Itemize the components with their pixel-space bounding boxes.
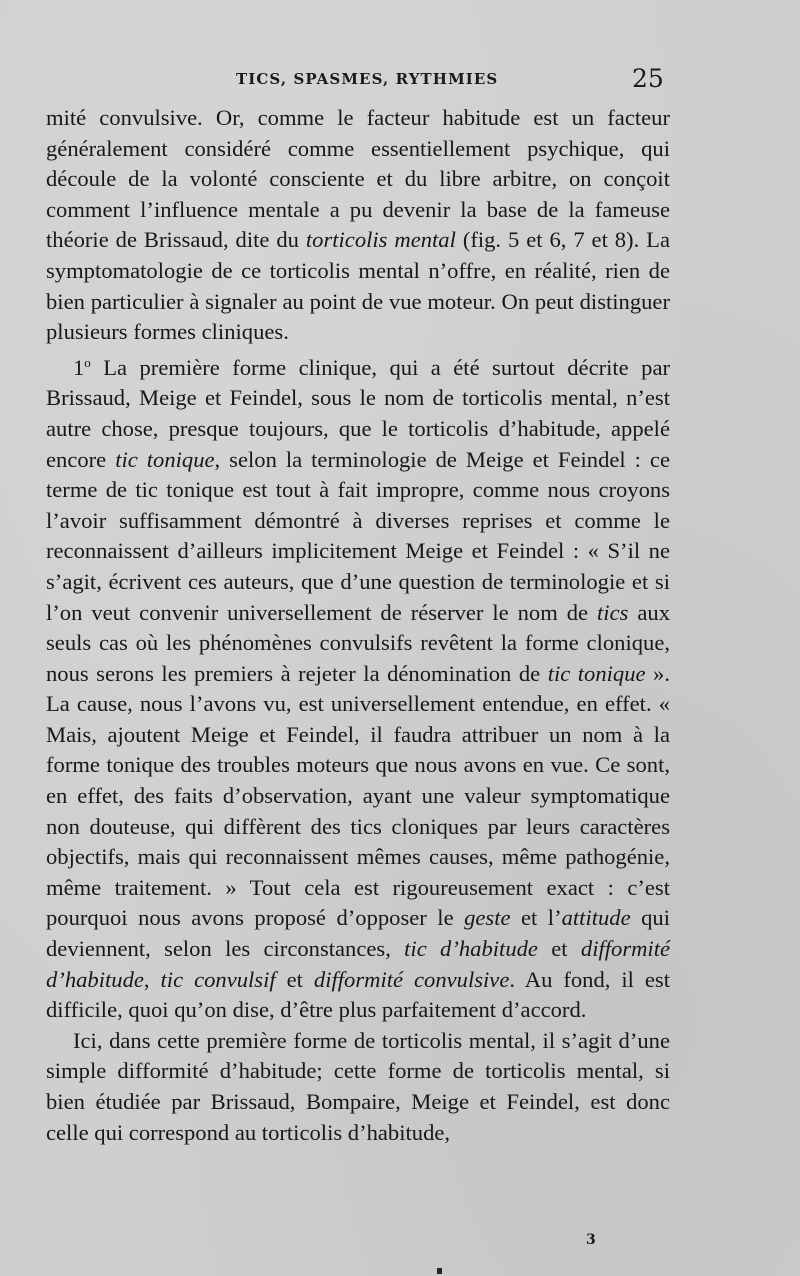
paragraph-2-italic-geste: geste [464,905,511,931]
signature-mark: 3 [586,1232,596,1248]
paragraph-2-italic-tic-habitude: tic d’habitude [404,936,538,962]
paragraph-2-segment-17: et [275,966,314,992]
bottom-edge-mark [437,1268,442,1274]
paragraph-2-segment-7: ». La cause, nous l’avons vu, est universellement entendue, en effet. « Mais, ajoutent Meige et Feindel, il faudra attribuer un nom à la forme tonique des troubles moteurs que nous avons en vue. Ce sont, en effet, des faits d’observation, ayant une valeur symptomatique non douteuse, qui diffèrent des tics cloniques par leurs caractères objectifs, mais qui reconnaissent mêmes causes, même pathogénie, même traitement. » Tout cela est rigoureusement exact : c’est pourquoi nous avons proposé d’opposer le [46,660,670,931]
paragraph-2-segment-11: qui deviennent, selon les circonstances, [46,905,670,962]
paragraph-2-italic-tics: tics [597,599,629,625]
paragraph-2 [46,348,670,1026]
paragraph-3-segment-1: Ici, dans cette première forme de torticolis mental, il s’agit d’une simple difformité d’habitude; cette forme de torticolis mental, si bien étudiée par Brissaud, Bompaire, Meige et Feindel, est donc celle qui correspond au torticolis d’habitude, [46,1027,670,1145]
paragraph-2-number: 1 [73,354,85,380]
page-number: 25 [632,64,664,93]
body-text [46,103,670,1148]
paragraph-1-segment-1: mité convulsive. Or, comme le facteur habitude est un facteur généralement considéré comme essentiellement psychique, qui découle de la volonté consciente et du libre arbitre, on conçoit comment l’influence mentale a pu devenir la base de la fameuse théorie de Brissaud, dite du [46,105,670,253]
paragraph-1-italic-torticolis-mental: torticolis mental [305,227,456,253]
paragraph-2-italic-tic-tonique-2: tic tonique [547,660,646,686]
paragraph-1 [46,103,670,348]
paragraph-3 [46,1026,670,1148]
paragraph-2-ordinal-mark: o [84,354,91,370]
paragraph-1-segment-3: (fig. 5 et 6, 7 et 8). La symptomatologie de ce torticolis mental n’offre, en réalité, rien de bien particulier à signaler au point de vue moteur. On peut distinguer plusieurs formes cliniques. [46,227,670,345]
running-head-title: TICS, SPASMES, RYTHMIES [236,70,499,88]
paragraph-2-italic-tic-convulsif: tic convulsif [160,966,276,992]
paragraph-2-segment-5: aux seuls cas où les phénomènes convulsifs revêtent la forme clonique, nous serons les premiers à rejeter la dénomination de [46,599,670,686]
paragraph-2-italic-difformite-habitude: difformité d’habitude [46,936,671,992]
paragraph-2-segment-1: La première forme clinique, qui a été surtout décrite par Brissaud, Meige et Feindel, sous le nom de torticolis mental, n’est autre chose, presque toujours, que le torticolis d’habitude, appelé encore [46,354,670,472]
paragraph-2-italic-difformite-convulsive: difformité convulsive [313,966,510,992]
paragraph-2-segment-3: , selon la terminologie de Meige et Feindel : ce terme de tic tonique est tout à fait impropre, comme nous croyons l’avoir suffisamment démontré à diverses reprises et comme le reconnaissent d’ailleurs implicitement Meige et Feindel : « S’il ne s’agit, écrivent ces auteurs, que d’une question de terminologie et si l’on veut convenir universellement de réserver le nom de [46,446,670,625]
paragraph-2-italic-tic-tonique-1: tic tonique [115,446,215,472]
paragraph-2-segment-9: et l’ [510,905,562,931]
paragraph-2-italic-attitude: attitude [561,905,631,931]
paragraph-2-segment-13: et [537,936,581,962]
paragraph-2-segment-15: , [143,966,161,992]
running-head [0,62,800,102]
paragraph-2-segment-19: . Au fond, il est difficile, quoi qu’on dise, d’être plus parfaitement d’accord. [46,966,671,1023]
